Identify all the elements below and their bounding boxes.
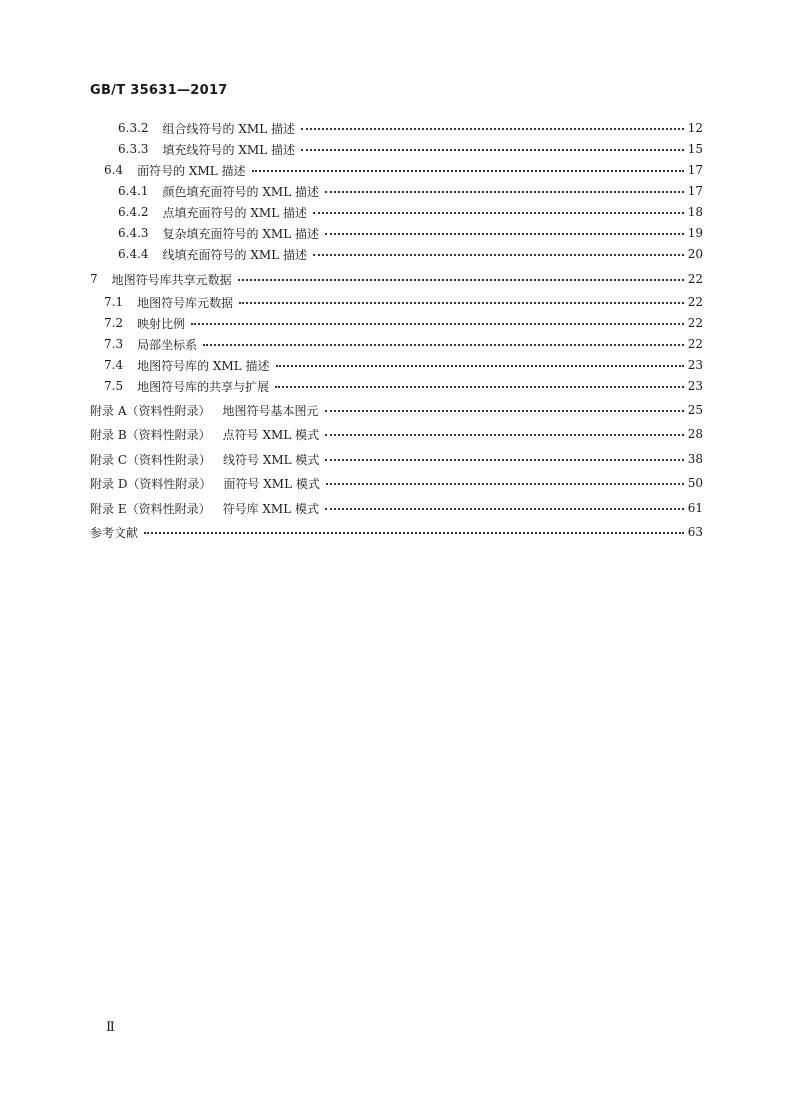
toc-page: 17 (687, 163, 703, 177)
dot-leader (301, 149, 684, 151)
page-number: Ⅱ (106, 1020, 115, 1035)
toc-entry[interactable] (118, 140, 703, 158)
dot-leader (191, 323, 684, 325)
toc-entry[interactable] (118, 245, 703, 263)
toc-page: 25 (687, 403, 703, 417)
toc-page: 20 (687, 247, 703, 261)
toc-page: 22 (687, 337, 703, 351)
toc-page: 23 (687, 358, 703, 372)
toc-page: 63 (687, 525, 703, 539)
dot-leader (238, 279, 684, 281)
toc-number: 附录 C（资料性附录） (90, 452, 211, 467)
dot-leader (301, 128, 684, 130)
toc-page: 18 (687, 205, 703, 219)
dot-leader (325, 191, 684, 193)
toc-entry[interactable] (90, 425, 703, 443)
toc-entry[interactable] (90, 450, 703, 468)
toc-title: 局部坐标系 (137, 337, 198, 352)
toc-number: 6.4 (104, 163, 124, 177)
toc-title: 符号库 XML 模式 (222, 501, 320, 516)
toc-title: 组合线符号的 XML 描述 (162, 121, 295, 136)
toc-page: 22 (687, 295, 703, 309)
toc-page: 23 (687, 379, 703, 393)
toc-entry[interactable] (90, 499, 703, 517)
toc-title: 地图符号库共享元数据 (111, 272, 232, 287)
toc-title: 地图符号库元数据 (137, 295, 234, 310)
toc-title: 面符号 XML 模式 (223, 476, 320, 491)
toc-title: 线填充面符号的 XML 描述 (162, 247, 307, 262)
toc-page: 22 (687, 272, 703, 286)
toc-number: 7.5 (104, 379, 124, 393)
toc-title: 填充线符号的 XML 描述 (162, 142, 295, 157)
dot-leader (276, 365, 684, 367)
toc-title: 地图符号库的共享与扩展 (137, 379, 270, 394)
dot-leader (325, 233, 684, 235)
toc-entry[interactable] (90, 401, 703, 419)
toc-page: 28 (687, 427, 703, 441)
toc-entry[interactable] (104, 335, 703, 353)
dot-leader (239, 302, 684, 304)
toc-title: 点填充面符号的 XML 描述 (162, 205, 307, 220)
toc-page: 22 (687, 316, 703, 330)
toc-entry[interactable] (118, 119, 703, 137)
toc-title: 面符号的 XML 描述 (137, 163, 246, 178)
toc-title: 参考文献 (90, 525, 139, 540)
toc-number: 附录 A（资料性附录） (90, 403, 211, 418)
toc-page: 61 (687, 501, 703, 515)
toc-entry[interactable] (118, 224, 703, 242)
dot-leader (326, 483, 684, 485)
toc-title: 映射比例 (137, 316, 186, 331)
toc-number: 7 (90, 272, 98, 286)
dot-leader (144, 532, 684, 534)
toc-number: 附录 E（资料性附录） (90, 501, 211, 516)
toc-number: 6.4.3 (118, 226, 149, 240)
toc-page: 15 (687, 142, 703, 156)
toc-number: 附录 D（资料性附录） (90, 476, 212, 491)
toc-entry[interactable] (118, 182, 703, 200)
toc-entry[interactable] (90, 270, 703, 288)
toc-entry[interactable] (104, 377, 703, 395)
document-header: GB/T 35631—2017 (90, 83, 228, 98)
dot-leader (313, 254, 684, 256)
toc-entry[interactable] (104, 293, 703, 311)
toc-entry[interactable] (118, 203, 703, 221)
toc-title: 颜色填充面符号的 XML 描述 (162, 184, 319, 199)
toc-number: 6.4.1 (118, 184, 149, 198)
toc-entry[interactable] (104, 314, 703, 332)
toc-number: 6.4.2 (118, 205, 149, 219)
toc-page: 19 (687, 226, 703, 240)
toc-title: 复杂填充面符号的 XML 描述 (162, 226, 319, 241)
toc-entry[interactable] (90, 523, 703, 541)
dot-leader (313, 212, 684, 214)
toc-page: 50 (687, 476, 703, 490)
dot-leader (252, 170, 684, 172)
toc-number: 7.4 (104, 358, 124, 372)
toc-page: 12 (687, 121, 703, 135)
toc-number: 7.1 (104, 295, 124, 309)
toc-page: 17 (687, 184, 703, 198)
toc-entry[interactable] (104, 356, 703, 374)
dot-leader (325, 459, 683, 461)
dot-leader (275, 386, 684, 388)
toc-number: 6.3.2 (118, 121, 149, 135)
toc-entry[interactable] (90, 474, 703, 492)
dot-leader (325, 434, 684, 436)
toc-number: 6.4.4 (118, 247, 149, 261)
toc-number: 6.3.3 (118, 142, 149, 156)
toc-page: 38 (687, 452, 703, 466)
toc-number: 7.3 (104, 337, 124, 351)
toc-title: 点符号 XML 模式 (222, 427, 320, 442)
dot-leader (325, 410, 684, 412)
toc-title: 地图符号基本图元 (222, 403, 319, 418)
toc-title: 地图符号库的 XML 描述 (137, 358, 270, 373)
toc-entry[interactable] (104, 161, 703, 179)
toc-number: 附录 B（资料性附录） (90, 427, 211, 442)
dot-leader (203, 344, 684, 346)
dot-leader (325, 508, 684, 510)
toc-title: 线符号 XML 模式 (223, 452, 320, 467)
toc-number: 7.2 (104, 316, 124, 330)
